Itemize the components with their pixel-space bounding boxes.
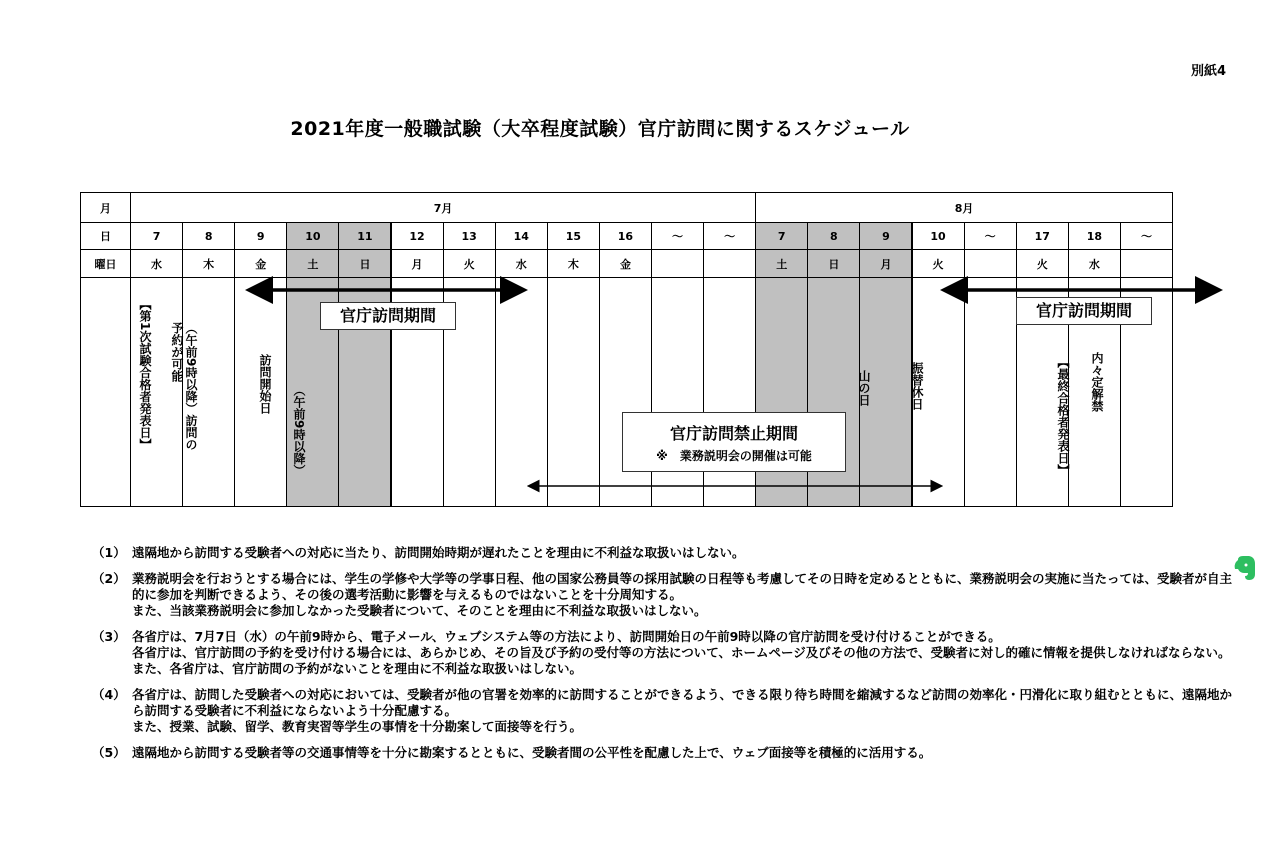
note-line: 各省庁は、官庁訪問の予約を受け付ける場合には、あらかじめ、その旨及び予約の受付等の方法について、ホームページ及びその他の方法で、受験者に対し的確に情報を提供しなければならない。 <box>132 645 1231 660</box>
weekday-cell: 水 <box>130 249 183 278</box>
note-line: 各省庁は、訪問した受験者への対応においては、受験者が他の官署を効率的に訪問することができるよう、できる限り待ち時間を縮減するなど訪問の効率化・円滑化に取り組むとともに、遠隔地から訪問する受験者に不利益にならないよう十分配慮する。 <box>132 687 1233 718</box>
ban-period-label: 官庁訪問禁止期間 <box>669 424 798 443</box>
weekday-cell: 日 <box>338 249 391 278</box>
note-line: 遠隔地から訪問する受験者等の交通事情等を十分に勘案するとともに、受験者間の公平性を配慮した上で、ウェブ面接等を積極的に活用する。 <box>132 745 932 760</box>
note-item <box>92 629 1232 677</box>
visit-period-1-label: 官庁訪問期間 <box>320 302 456 330</box>
month-row-label: 月 <box>80 192 131 223</box>
notes-section <box>92 545 1232 771</box>
month-header-august: 8月 <box>755 192 1173 223</box>
day-cell: 18 <box>1068 222 1121 250</box>
note-number: （3） <box>92 629 126 644</box>
substitute-holiday-note: 振替休日 <box>910 362 924 410</box>
month-header-july: 7月 <box>130 192 756 223</box>
weekday-cell: 月 <box>859 249 912 278</box>
page-title: 2021年度一般職試験（大卒程度試験）官庁訪問に関するスケジュール <box>290 118 910 140</box>
note-number: （2） <box>92 571 126 586</box>
ban-period-note: ※ 業務説明会の開催は可能 <box>656 449 812 463</box>
day-row-label: 日 <box>80 222 131 250</box>
visit-start-note: 訪問開始日 <box>258 354 272 414</box>
weekday-cell: 木 <box>182 249 235 278</box>
day-cell: ～ <box>651 222 704 250</box>
day-cell: 11 <box>338 222 391 250</box>
day-cell: 13 <box>443 222 496 250</box>
offer-ban-lift-note: 内々定解禁 <box>1090 352 1104 412</box>
day-cell: 7 <box>130 222 183 250</box>
mountain-day-note: 山の日 <box>857 370 871 406</box>
day-cell: 15 <box>547 222 600 250</box>
weekday-cell: 木 <box>547 249 600 278</box>
attachment-label: 別紙4 <box>1190 64 1226 79</box>
day-cell: 10 <box>286 222 339 250</box>
note-item <box>92 687 1232 735</box>
day-cell: 16 <box>599 222 652 250</box>
note-line: また、授業、試験、留学、教育実習等学生の事情を十分勘案して面接等を行う。 <box>132 719 583 734</box>
reservation-note: （午前9時以降）訪問の予約が可能 <box>170 322 198 451</box>
first-results-note: 【第1次試験合格者発表日】 <box>138 298 152 451</box>
note-number: （1） <box>92 545 126 560</box>
day-cell: 9 <box>859 222 912 250</box>
day-cell: ～ <box>703 222 756 250</box>
note-line: また、当該業務説明会に参加しなかった受験者について、そのことを理由に不利益な取扱いはしない。 <box>132 603 707 618</box>
weekday-cell: 金 <box>234 249 287 278</box>
day-cell: ～ <box>964 222 1017 250</box>
note-item <box>92 745 1232 761</box>
evernote-elephant-icon[interactable] <box>1232 554 1258 582</box>
weekday-cell: 水 <box>1068 249 1121 278</box>
day-cell: 9 <box>234 222 287 250</box>
weekday-cell: 土 <box>755 249 808 278</box>
note-item <box>92 545 1232 561</box>
weekday-cell: 水 <box>495 249 548 278</box>
note-item <box>92 571 1232 619</box>
day-cell: 8 <box>807 222 860 250</box>
note-line: 業務説明会を行おうとする場合には、学生の学修や大学等の学事日程、他の国家公務員等の採用試験の日程等も考慮してその日時を定めるとともに、業務説明会の実施に当たっては、受験者が自主的に参加を判断できるよう、その後の選考活動に影響を与えるものではないことを十分周知する。 <box>132 571 1233 602</box>
note-number: （4） <box>92 687 126 702</box>
weekday-cell: 土 <box>286 249 339 278</box>
day-cell: 7 <box>755 222 808 250</box>
weekday-cell: 火 <box>912 249 965 278</box>
weekday-cell: 日 <box>807 249 860 278</box>
weekday-cell: 火 <box>1016 249 1069 278</box>
visit-start-time-note: （午前9時以降） <box>292 384 306 477</box>
day-cell: 10 <box>912 222 965 250</box>
day-cell: ～ <box>1120 222 1173 250</box>
final-results-note: 【最終合格者発表日】 <box>1056 356 1070 476</box>
visit-period-2-label: 官庁訪問期間 <box>1016 297 1152 325</box>
weekday-cell: 火 <box>443 249 496 278</box>
day-cell: 12 <box>391 222 444 250</box>
weekday-cell: 金 <box>599 249 652 278</box>
note-line: 各省庁は、7月7日（水）の午前9時から、電子メール、ウェブシステム等の方法により、訪問開始日の午前9時以降の官庁訪問を受け付けることができる。 <box>132 629 1001 644</box>
ban-period-box <box>622 412 846 472</box>
day-cell: 8 <box>182 222 235 250</box>
weekday-row-label: 曜日 <box>80 249 131 278</box>
weekday-cell: 月 <box>391 249 444 278</box>
note-number: （5） <box>92 745 126 760</box>
day-cell: 17 <box>1016 222 1069 250</box>
day-cell: 14 <box>495 222 548 250</box>
note-line: また、各省庁は、官庁訪問の予約がないことを理由に不利益な取扱いはしない。 <box>132 661 583 676</box>
note-line: 遠隔地から訪問する受験者への対応に当たり、訪問開始時期が遅れたことを理由に不利益な取扱いはしない。 <box>132 545 745 560</box>
